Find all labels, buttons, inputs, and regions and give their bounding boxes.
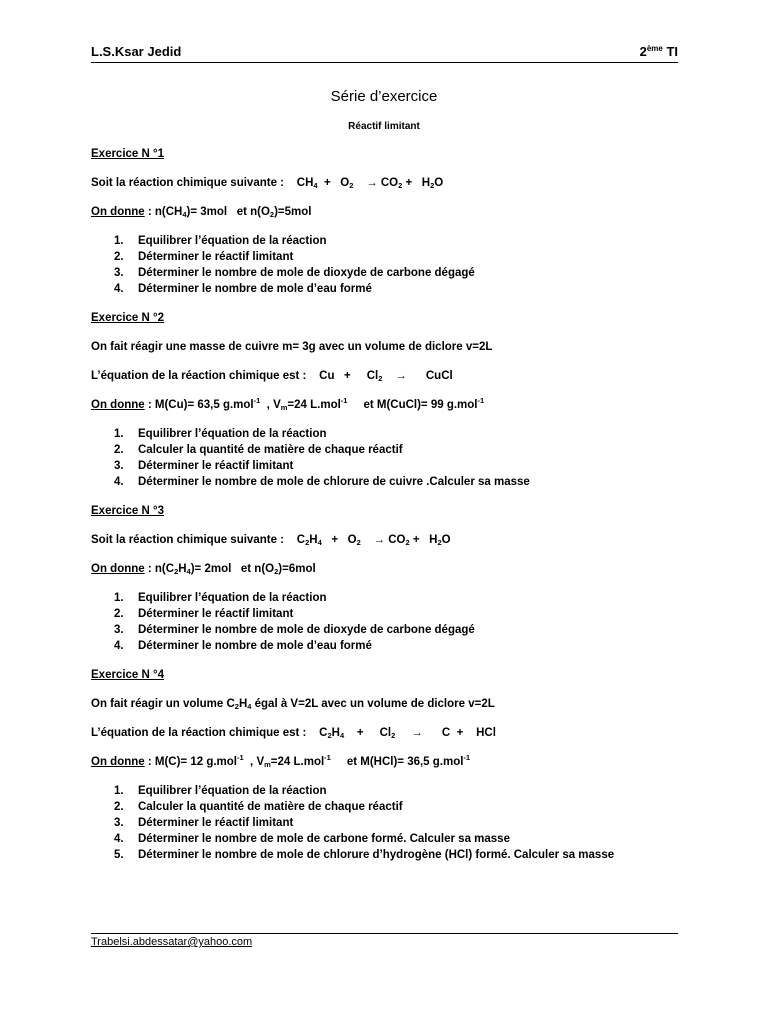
question-item bbox=[114, 590, 691, 606]
question-item bbox=[114, 458, 691, 474]
exercise-title: Exercice N °3 bbox=[91, 505, 165, 517]
question-number: 4. bbox=[114, 640, 124, 652]
equation-line bbox=[91, 725, 691, 741]
author-email: Trabelsi.abdessatar@yahoo.com bbox=[91, 936, 253, 948]
document-subtitle: Réactif limitant bbox=[348, 121, 420, 132]
question-text: Déterminer le nombre de mole de dioxyde de carbone dégagé bbox=[138, 624, 475, 636]
question-text: Equilibrer l’équation de la réaction bbox=[138, 235, 327, 247]
exercise-title: Exercice N °4 bbox=[91, 669, 165, 681]
donne-values: : M(Cu)= 63,5 g.mol$^{-1}$ , $V_m=24$ L.mol$^{-1}$ et M(CuCl)= 99 g.mol$^{-1}$ bbox=[144, 396, 485, 412]
question-text: Déterminer le nombre de mole d’eau formé bbox=[138, 283, 372, 295]
question-text: Déterminer le nombre de mole de carbone formé. Calculer sa masse bbox=[138, 833, 510, 845]
donne-line bbox=[91, 754, 691, 770]
question-item bbox=[114, 799, 691, 815]
question-text: Equilibrer l’équation de la réaction bbox=[138, 428, 327, 440]
class-label bbox=[640, 44, 678, 59]
donne-label: On donne bbox=[91, 756, 145, 768]
question-number: 2. bbox=[114, 444, 124, 456]
question-text: Calculer la quantité de matière de chaque réactif bbox=[138, 801, 403, 813]
exercise-title: Exercice N °2 bbox=[91, 312, 165, 324]
donne-line bbox=[91, 397, 691, 413]
question-number: 1. bbox=[114, 592, 124, 604]
question-number: 1. bbox=[114, 235, 124, 247]
reaction-intro: Soit la réaction chimique suivante : bbox=[91, 534, 284, 546]
donne-label: On donne bbox=[91, 206, 145, 218]
question-number: 2. bbox=[114, 251, 124, 263]
page-header bbox=[91, 42, 678, 63]
question-number: 2. bbox=[114, 608, 124, 620]
question-item bbox=[114, 606, 691, 622]
question-number: 1. bbox=[114, 785, 124, 797]
exercise-3 bbox=[91, 503, 691, 654]
class-sup: ème bbox=[646, 44, 663, 53]
question-item bbox=[114, 426, 691, 442]
donne-label: On donne bbox=[91, 399, 145, 411]
question-item bbox=[114, 622, 691, 638]
question-text: Déterminer le nombre de mole d’eau formé bbox=[138, 640, 372, 652]
equation: $C_2H_4$ + $Cl_2$ → C + HCl bbox=[319, 727, 496, 740]
question-number: 4. bbox=[114, 833, 124, 845]
question-text: Déterminer le réactif limitant bbox=[138, 251, 294, 263]
question-number: 3. bbox=[114, 624, 124, 636]
donne-label: On donne bbox=[91, 563, 145, 575]
equation-intro: L’équation de la réaction chimique est : bbox=[91, 727, 307, 739]
question-text: Déterminer le nombre de mole de chlorure d’hydrogène (HCl) formé. Calculer sa masse bbox=[138, 849, 615, 861]
equation: Cu + $Cl_2$ → CuCl bbox=[319, 370, 453, 383]
class-num: 2 bbox=[639, 44, 647, 59]
donne-line bbox=[91, 561, 691, 577]
reaction-line bbox=[91, 175, 691, 191]
intro-line: On fait réagir une masse de cuivre m= 3g avec un volume de diclore v=2L bbox=[91, 341, 493, 353]
equation-intro: L’équation de la réaction chimique est : bbox=[91, 370, 307, 382]
question-item bbox=[114, 831, 691, 847]
question-item bbox=[114, 265, 691, 281]
equation-line bbox=[91, 368, 691, 384]
reaction-equation: $CH_4 + O_2$ → $CO_2 + H_2O$ bbox=[296, 177, 444, 190]
page-footer bbox=[91, 933, 678, 948]
question-text: Déterminer le nombre de mole de chlorure de cuivre .Calculer sa masse bbox=[138, 476, 530, 488]
question-item bbox=[114, 783, 691, 799]
question-number: 1. bbox=[114, 428, 124, 440]
reaction-intro: Soit la réaction chimique suivante : bbox=[91, 177, 284, 189]
donne-values: : $n(C_2H_4)= 2mol$ et $n(O_2)=6mol$ bbox=[144, 563, 316, 576]
exercise-4 bbox=[91, 667, 691, 863]
intro-line: On fait réagir un volume $C_2H_4$ égal à V=2L avec un volume de diclore v=2L bbox=[91, 698, 495, 711]
question-number: 3. bbox=[114, 267, 124, 279]
question-text: Calculer la quantité de matière de chaque réactif bbox=[138, 444, 403, 456]
question-list bbox=[91, 233, 691, 297]
donne-values: : $n(CH_4)= 3mol$ et $n(O_2)=5mol$ bbox=[144, 206, 312, 219]
question-text: Déterminer le réactif limitant bbox=[138, 817, 294, 829]
document-title: Série d’exercice bbox=[330, 88, 438, 105]
question-text: Déterminer le réactif limitant bbox=[138, 460, 294, 472]
question-list bbox=[91, 590, 691, 654]
question-item bbox=[114, 815, 691, 831]
question-number: 4. bbox=[114, 283, 124, 295]
question-item bbox=[114, 474, 691, 490]
question-text: Equilibrer l’équation de la réaction bbox=[138, 785, 327, 797]
question-list bbox=[91, 783, 691, 863]
question-text: Déterminer le nombre de mole de dioxyde de carbone dégagé bbox=[138, 267, 475, 279]
question-text: Equilibrer l’équation de la réaction bbox=[138, 592, 327, 604]
question-number: 3. bbox=[114, 817, 124, 829]
question-text: Déterminer le réactif limitant bbox=[138, 608, 294, 620]
exercise-1 bbox=[91, 146, 691, 297]
reaction-equation: $C_2H_4 + O_2$ → $CO_2 + H_2O$ bbox=[296, 534, 451, 547]
question-item bbox=[114, 281, 691, 297]
class-suffix: TI bbox=[662, 44, 678, 59]
exercise-2 bbox=[91, 310, 691, 490]
question-number: 4. bbox=[114, 476, 124, 488]
question-item bbox=[114, 847, 691, 863]
reaction-line bbox=[91, 532, 691, 548]
question-item bbox=[114, 233, 691, 249]
question-number: 5. bbox=[114, 849, 124, 861]
question-item bbox=[114, 638, 691, 654]
exercises-content bbox=[91, 146, 691, 876]
question-item bbox=[114, 442, 691, 458]
school-name: L.S.Ksar Jedid bbox=[91, 44, 182, 59]
question-number: 2. bbox=[114, 801, 124, 813]
question-number: 3. bbox=[114, 460, 124, 472]
donne-line bbox=[91, 204, 691, 220]
question-item bbox=[114, 249, 691, 265]
donne-values: : M(C)= 12 g.mol$^{-1}$ , $V_m=24$ L.mol$^{-1}$ et M(HCl)= 36,5 g.mol$^{-1}$ bbox=[144, 753, 471, 769]
question-list bbox=[91, 426, 691, 490]
exercise-title: Exercice N °1 bbox=[91, 148, 165, 160]
